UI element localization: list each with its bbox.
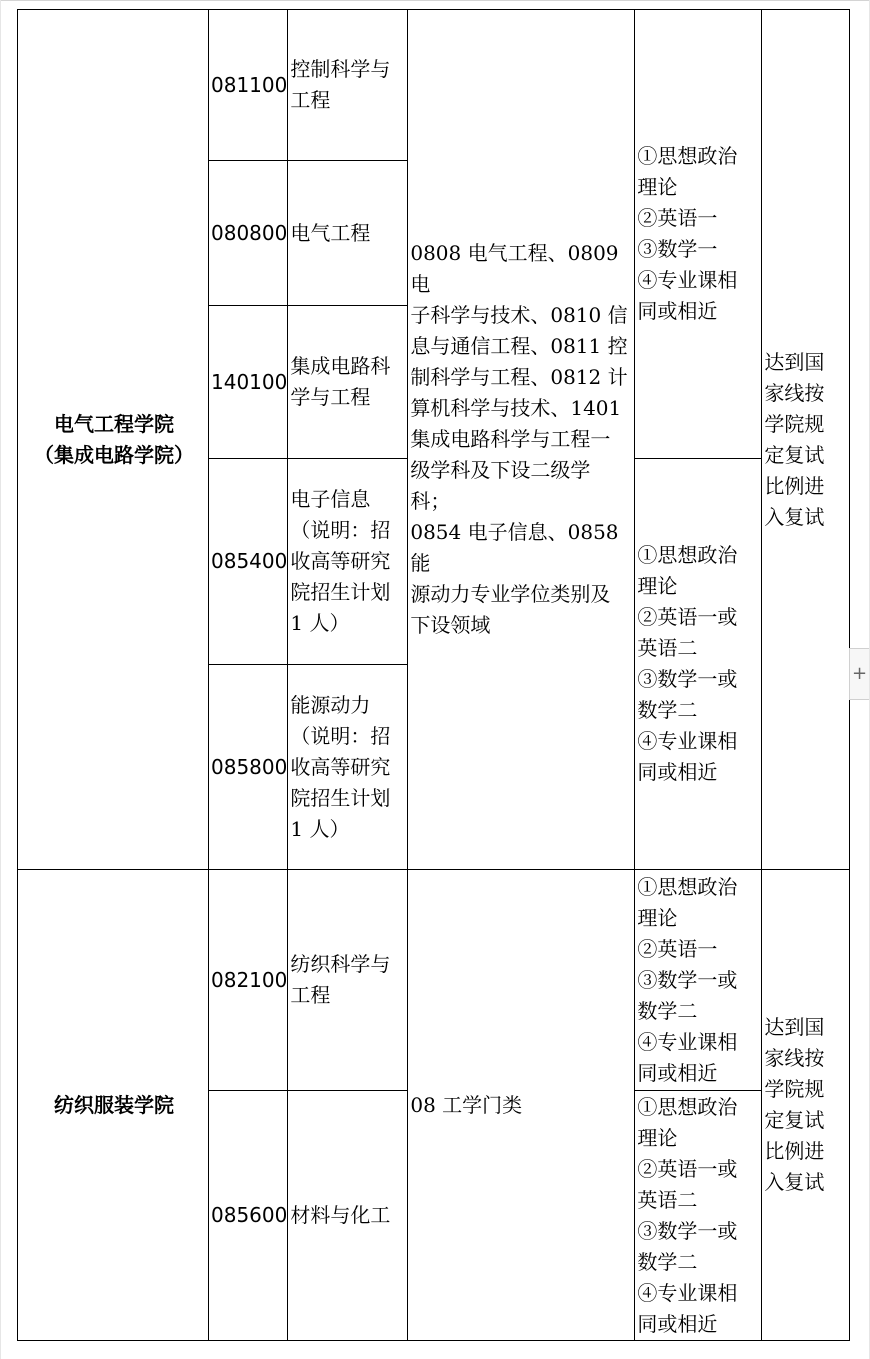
exam-line: ④专业课相 xyxy=(637,1280,738,1305)
retest-line: 学院规 xyxy=(764,411,825,436)
major-name xyxy=(288,459,408,665)
exam-subjects-cell xyxy=(635,459,762,870)
major-name-line: 纺织科学与 xyxy=(290,952,391,976)
retest-line: 比例进 xyxy=(764,1139,825,1163)
retest-cell xyxy=(762,10,850,870)
major-code: 085600 xyxy=(209,1091,288,1341)
retest-cell xyxy=(762,870,850,1341)
scope-line: 级学科及下设二级学 xyxy=(410,458,591,482)
scope-line: 下设领域 xyxy=(410,613,491,637)
exam-line: ④专业课相 xyxy=(637,1029,738,1054)
scope-line: 源动力专业学位类别及 xyxy=(410,582,611,606)
major-name-line: 材料与化工 xyxy=(290,1203,391,1227)
exam-subjects-cell xyxy=(635,10,762,459)
retest-line: 家线按 xyxy=(764,1046,825,1070)
major-name xyxy=(288,161,408,306)
scope-line: 科； xyxy=(410,489,451,513)
major-name-line: 工程 xyxy=(290,983,331,1007)
major-name-line: 收高等研究 xyxy=(290,754,391,779)
exam-line: 数学二 xyxy=(637,998,698,1023)
scope-cell xyxy=(408,10,635,870)
exam-line: ③数学一或 xyxy=(637,967,738,992)
exam-line: 英语二 xyxy=(637,636,698,660)
exam-line: ④专业课相 xyxy=(637,729,738,753)
retest-line: 定复试 xyxy=(764,1108,825,1132)
scope-line: 0808 电气工程、0809 电 xyxy=(410,241,619,296)
college-name-line: 电气工程学院 xyxy=(54,411,174,436)
scope-line: 0854 电子信息、0858 能 xyxy=(410,520,619,575)
exam-line: 同或相近 xyxy=(637,760,718,784)
major-name-line: 院招生计划 xyxy=(290,580,391,604)
exam-line: 理论 xyxy=(637,1125,678,1150)
scope-line: 算机科学与技术、1401 xyxy=(410,396,622,420)
major-code: 085400 xyxy=(209,459,288,665)
scope-line: 子科学与技术、0810 信 xyxy=(410,303,628,327)
major-name xyxy=(288,10,408,161)
major-name xyxy=(288,870,408,1091)
exam-line: ③数学一或 xyxy=(637,1218,738,1243)
major-name-line: 电气工程 xyxy=(290,220,371,245)
major-name-line: 工程 xyxy=(290,88,331,112)
scope-line: 制科学与工程、0812 计 xyxy=(410,365,628,389)
exam-line: 理论 xyxy=(637,574,678,598)
retest-line: 学院规 xyxy=(764,1077,825,1101)
retest-line: 达到国 xyxy=(764,349,825,374)
exam-line: ③数学一或 xyxy=(637,667,738,691)
major-name xyxy=(288,1091,408,1341)
retest-line: 达到国 xyxy=(764,1015,825,1039)
exam-line: ③数学一 xyxy=(637,237,718,261)
major-name-line: 学与工程 xyxy=(290,385,371,409)
major-name-line: （说明：招 xyxy=(290,518,391,542)
exam-line: 英语二 xyxy=(637,1187,698,1212)
exam-line: 同或相近 xyxy=(637,1311,718,1336)
table-row xyxy=(18,870,850,1091)
retest-line: 家线按 xyxy=(764,380,825,405)
college-name-line: 纺织服装学院 xyxy=(54,1092,174,1117)
major-code: 140100 xyxy=(209,306,288,459)
college-cell xyxy=(18,870,209,1341)
scope-line: 集成电路科学与工程一 xyxy=(410,427,611,451)
major-name-line: 1 人） xyxy=(290,816,350,841)
retest-line: 定复试 xyxy=(764,442,825,467)
major-code: 082100 xyxy=(209,870,288,1091)
major-name-line: 能源动力 xyxy=(290,692,371,717)
college-cell xyxy=(18,10,209,870)
major-name-line: 收高等研究 xyxy=(290,549,391,573)
expand-button[interactable] xyxy=(849,648,869,700)
exam-line: 同或相近 xyxy=(637,1060,718,1085)
exam-line: 数学二 xyxy=(637,1249,698,1274)
exam-line: 理论 xyxy=(637,905,678,930)
scope-line: 08 工学门类 xyxy=(410,1092,523,1117)
retest-line: 比例进 xyxy=(764,473,825,498)
exam-line: 理论 xyxy=(637,175,678,199)
table-row xyxy=(18,10,850,161)
major-name-line: 1 人） xyxy=(290,611,350,635)
major-name-line: 集成电路科 xyxy=(290,354,391,378)
major-name-line: 电子信息 xyxy=(290,487,371,511)
exam-subjects-cell xyxy=(635,1091,762,1341)
exam-line: ②英语一 xyxy=(637,936,718,961)
exam-line: 同或相近 xyxy=(637,299,718,323)
left-edge xyxy=(0,0,1,1359)
major-name xyxy=(288,306,408,459)
exam-line: 数学二 xyxy=(637,698,698,722)
top-border xyxy=(0,0,870,1)
major-name-line: 院招生计划 xyxy=(290,785,391,810)
major-code: 081100 xyxy=(209,10,288,161)
major-name xyxy=(288,665,408,870)
exam-line: ②英语一 xyxy=(637,206,718,230)
college-name-line: （集成电路学院） xyxy=(34,442,194,467)
exam-line: ①思想政治 xyxy=(637,144,738,168)
exam-line: ②英语一或 xyxy=(637,605,738,629)
exam-line: ②英语一或 xyxy=(637,1156,738,1181)
exam-line: ①思想政治 xyxy=(637,874,738,899)
retest-line: 入复试 xyxy=(764,1170,825,1194)
scope-line: 息与通信工程、0811 控 xyxy=(410,334,628,358)
plus-icon: + xyxy=(851,663,868,684)
major-code: 085800 xyxy=(209,665,288,870)
major-name-line: （说明：招 xyxy=(290,723,391,748)
major-code: 080800 xyxy=(209,161,288,306)
admissions-table xyxy=(17,9,850,1341)
retest-line: 入复试 xyxy=(764,504,825,529)
exam-line: ④专业课相 xyxy=(637,268,738,292)
exam-line: ①思想政治 xyxy=(637,543,738,567)
exam-subjects-cell xyxy=(635,870,762,1091)
exam-line: ①思想政治 xyxy=(637,1094,738,1119)
major-name-line: 控制科学与 xyxy=(290,57,391,81)
scope-cell xyxy=(408,870,635,1341)
